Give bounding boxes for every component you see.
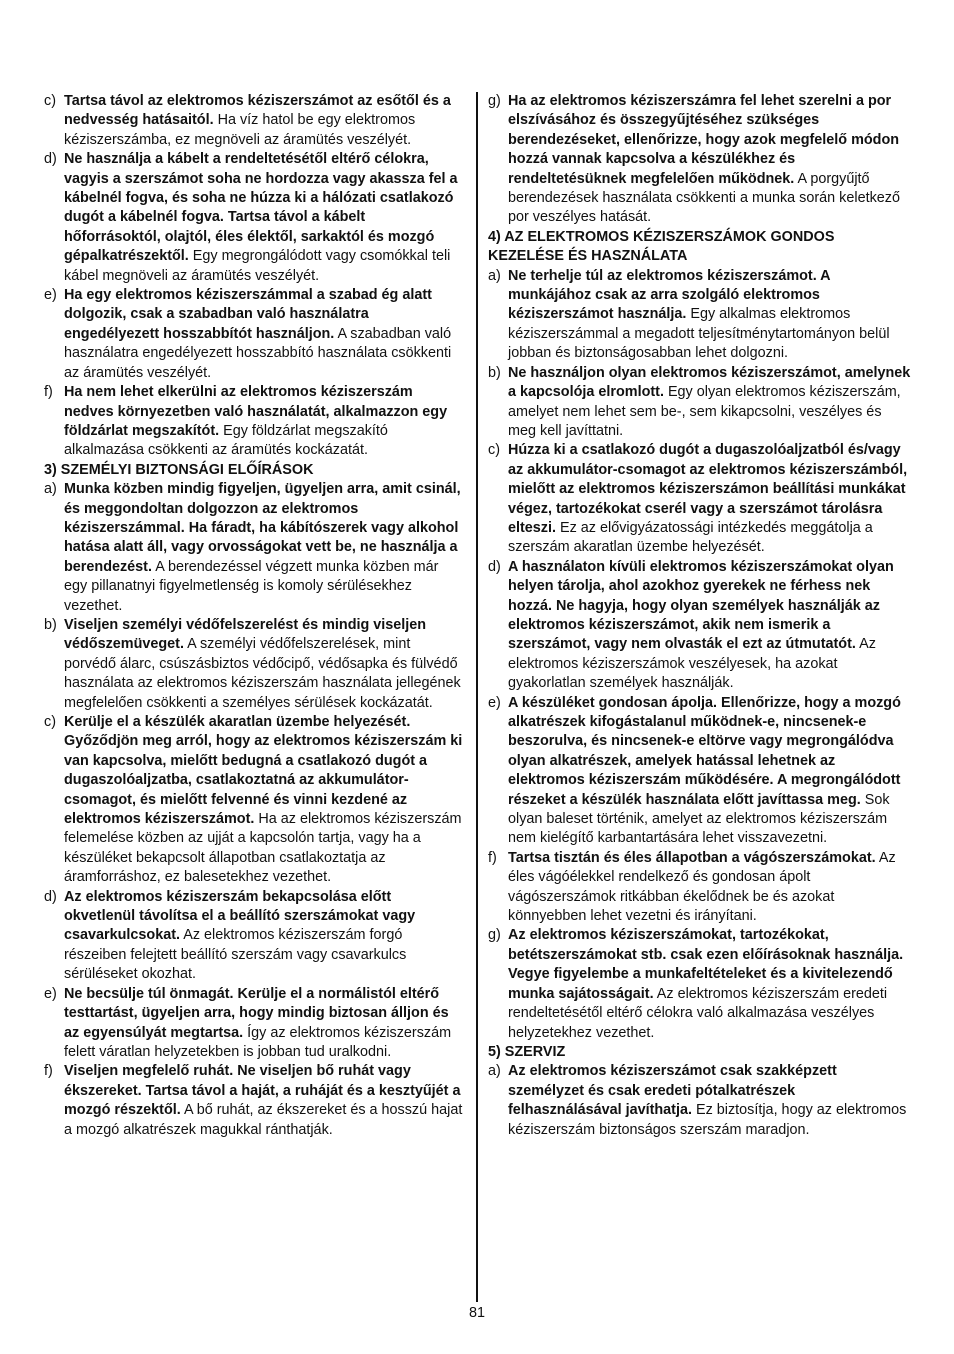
list-item-text: Egy megrongálódott vagy csomókkal teli kábel megnöveli az áramütés veszélyét. xyxy=(64,248,451,284)
list-item-text: Sok olyan baleset történik, amelyet az elektromos kéziszerszám nem kielégítő karbantartására lehet visszavezetni. xyxy=(508,791,890,847)
list-item-text: A bő ruhát, az ékszereket és a hosszú hajat a mozgó alkatrészek magukkal ránthatják. xyxy=(64,1102,463,1138)
list-item-label: e) xyxy=(44,287,57,304)
list-item-label: b) xyxy=(44,616,57,633)
list-item-text: Ha az elektromos kéziszerszám felemelése közben az ujját a kapcsolón tartja, vagy ha a készüléket bekapcsolt állapotban csatlakoztatja az áramforráshoz, ez balesetekhez vezethet. xyxy=(64,811,462,886)
list-item-text: Egy alkalmas elektromos kéziszerszámmal a megadott teljesítménytartományon belül jobban és biztonságosabban lehet dolgozni. xyxy=(508,306,890,362)
list-item xyxy=(488,92,912,228)
list-item-bold-text: A használaton kívüli elektromos kéziszerszámokat olyan helyen tárolja, ahol azokhoz gyerekek ne férhess nek hozzá. Ne hagyja, hogy olyan személyek használják az elektromos kéziszerszámot, akik nem ismerik a szerszámot, vagy nem olvasták el ezt az útmutatót. xyxy=(508,558,894,653)
list-item-bold-text: Ne becsülje túl önmagát. Kerülje el a normálistól eltérő testtartást, ügyeljen arra, hogy mindig biztosan álljon és az egyensúlyát megtartsa. xyxy=(64,985,449,1041)
list-item-label: a) xyxy=(488,1063,501,1080)
list-item-text: Ez biztosítja, hogy az elektromos kéziszerszám biztonságos szerszám maradjon. xyxy=(508,1102,907,1138)
list-item-label: g) xyxy=(488,93,501,109)
list-item-text: Így az elektromos kéziszerszám felett váratlan helyzetekben is jobban tud uralkodni. xyxy=(64,1024,452,1060)
list-item xyxy=(488,441,912,557)
list-item-text: Egy földzárlat megszakító alkalmazása csökkenti az áramütés kockázatát. xyxy=(64,422,388,459)
page-number: 81 xyxy=(468,1305,485,1321)
list-item-label: d) xyxy=(44,888,57,905)
section-heading: 5) SZERVIZ xyxy=(488,1043,566,1060)
list-item-text: Egy olyan elektromos kéziszerszám, amelyet nem lehet sem be-, sem kikapcsolni, veszélyes és meg kell javíttatni. xyxy=(508,384,901,439)
list-item xyxy=(488,364,912,442)
list-item xyxy=(44,713,464,888)
list-item-bold-text: Ne használjon olyan elektromos kéziszerszámot, amelynek a kapcsolója elromlott. xyxy=(508,364,911,401)
list-item-bold-text: Tartsa tisztán és éles állapotban a vágószerszámokat. xyxy=(508,849,876,866)
list-item-text: Az éles vágóélekkel rendelkező és gondosan ápolt vágószerszámok ritkábban ékelődnek be és azokat könnyebben lehet vezetni és irányítani. xyxy=(508,849,896,925)
list-item xyxy=(488,267,912,364)
list-item-label: b) xyxy=(488,364,501,381)
list-item xyxy=(44,383,464,461)
list-item-bold-text: Az elektromos kéziszerszám bekapcsolása előtt okvetlenül távolítsa el a beállító szerszámokat vagy csavarkulcsokat. xyxy=(64,888,416,944)
list-item-label: c) xyxy=(44,93,56,109)
list-item-label: g) xyxy=(488,927,501,944)
list-item-text: Az elektromos kéziszerszám eredeti rendeltetésétől eltérő célokra való alkalmazása veszélyes helyzetekhez vezethet. xyxy=(508,985,888,1041)
right-column xyxy=(488,92,912,1140)
section-heading: 3) SZEMÉLYI BIZTONSÁGI ELŐÍRÁSOK xyxy=(44,461,314,478)
list-item-bold-text: Munka közben mindig figyeljen, ügyeljen arra, amit csinál, és meggondoltan dolgozzon az elektromos kéziszerszámmal. Ha fáradt, ha kábítószerek vagy alkohol hatása alatt áll, vagy orvosságokat vett be, ne használja a berendezést. xyxy=(64,481,461,575)
list-item xyxy=(488,558,912,694)
list-item-text: Az elektromos kéziszerszám forgó részeiben felejtett beállító szerszám vagy csavarkulcs sérüléseket okozhat. xyxy=(64,927,407,983)
list-item-label: c) xyxy=(44,714,56,730)
list-item-bold-text: Viseljen személyi védőfelszerelést és mindig viseljen védőszemüveget. xyxy=(64,616,427,653)
list-item-bold-text: Ha egy elektromos kéziszerszámmal a szabad ég alatt dolgozik, csak a szabadban való használatra engedélyezett hosszabbítót használjon. xyxy=(64,287,432,342)
list-item-bold-text: Az elektromos kéziszerszámokat, tartozékokat, betétszerszámokat stb. csak ezen előírásoknak használja. Vegye figyelembe a munkafeltételeket és a kivitelezendő munka sajátosságait. xyxy=(508,927,904,1002)
list-item-label: f) xyxy=(488,849,497,866)
list-item-text: A szabadban való használatra engedélyezett hosszabbító használata csökkenti az áramütés veszélyét. xyxy=(64,325,452,381)
list-item-bold-text: Kerülje el a készülék akaratlan üzembe helyezését. Győződjön meg arról, hogy az elektromos kéziszerszám ki van kapcsolva, mielőtt bedugná a csatlakozó dugót a dugaszolóaljzatba, csatlakoztatná az akkumulátor-csomagot, és mielőtt felvenné és vinni kezdené az elektromos kéziszerszámot. xyxy=(64,714,463,828)
list-item xyxy=(488,926,912,1042)
list-item-text: A személyi védőfelszerelések, mint porvédő álarc, csúszásbiztos védőcipő, védősapka és fülvédő használata az elektromos kéziszerszám használata jellegének megfelelően csökkenti a személyes sérülések kockázatát. xyxy=(64,636,461,711)
list-item xyxy=(44,985,464,1063)
list-item xyxy=(44,1062,464,1140)
list-item-label: c) xyxy=(488,442,500,459)
list-item xyxy=(488,694,912,849)
list-item-label: a) xyxy=(44,481,57,498)
list-item-label: f) xyxy=(44,384,53,401)
list-item-label: e) xyxy=(44,985,57,1002)
list-item-bold-text: Ne terhelje túl az elektromos kéziszerszámot. A munkájához csak az arra szolgáló elektromos kéziszerszámot használja. xyxy=(508,267,831,323)
list-item-bold-text: A készüléket gondosan ápolja. Ellenőrizze, hogy a mozgó alkatrészek kifogástalanul működnek-e, nincsenek-e beszorulva, és nincsenek-e eltörve vagy megrongálódva olyan alkatrészek, amelyek hatással lehetnek az elektromos kéziszerszám működésére. A megrongálódott részeket a készülék használata előtt javíttassa meg. xyxy=(508,694,901,808)
list-item xyxy=(44,286,464,383)
list-item-bold-text: Viseljen megfelelő ruhát. Ne viseljen bő ruhát vagy ékszereket. Tartsa távol a haját, a ruháját és a kesztyűjét a mozgó részektől. xyxy=(64,1063,461,1119)
list-item-label: a) xyxy=(488,267,501,284)
list-item xyxy=(44,616,464,713)
column-divider xyxy=(476,92,478,1302)
section-heading: 4) AZ ELEKTROMOS KÉZISZERSZÁMOK GONDOS KEZELÉSE ÉS HASZNÁLATA xyxy=(488,228,835,265)
list-item-text: Az elektromos kéziszerszámok veszélyesek, ha azokat gyakorlatlan személyek használják. xyxy=(508,636,876,692)
list-item-label: f) xyxy=(44,1063,53,1080)
list-item-text: Ez az elővigyázatossági intézkedés meggátolja a szerszám akaratlan üzembe helyezését. xyxy=(508,519,873,556)
list-item xyxy=(44,92,464,150)
list-item-label: d) xyxy=(44,151,57,168)
left-column xyxy=(44,92,464,1140)
list-item-bold-text: Ha nem lehet elkerülni az elektromos kéziszerszám nedves környezetben való használatát, alkalmazzon egy földzárlat megszakítót. xyxy=(64,384,448,439)
list-item-text: Ha víz hatol be egy elektromos kéziszerszámba, ez megnöveli az áramütés veszélyét. xyxy=(64,112,416,148)
list-item-label: d) xyxy=(488,558,501,575)
list-item xyxy=(44,480,464,616)
list-item xyxy=(44,888,464,985)
list-item-bold-text: Az elektromos kéziszerszámot csak szakképzett személyzet és csak eredeti pótalkatrészek felhasználásával javíthatja. xyxy=(508,1063,837,1119)
list-item-bold-text: Ha az elektromos kéziszerszámra fel lehet szerelni a por elszívásához és összegyűjtéséhez szükséges berendezéseket, ellenőrizze, hogy azok megfelelő módon hozzá vannak kapcsolva a készülékhez és rendeltetésüknek megfelelően működnek. xyxy=(508,93,900,187)
list-item xyxy=(488,849,912,927)
list-item xyxy=(44,150,464,286)
list-item xyxy=(488,1062,912,1140)
list-item-bold-text: Ne használja a kábelt a rendeltetésétől eltérő célokra, vagyis a szerszámot soha ne hordozza vagy akassza fel a kábelnél fogva, és soha ne húzza ki a hálózati csatlakozó dugót a kábelnél fogva. Tartsa távol a kábelt hőforrásoktól, olajtól, éles élektől, sarkaktól és mozgó gépalkatrészektől. xyxy=(64,151,458,265)
list-item-label: e) xyxy=(488,694,501,711)
list-item-bold-text: Húzza ki a csatlakozó dugót a dugaszolóaljzatból és/vagy az akkumulátor-csomagot az elektromos kéziszerszámból, mielőtt az elektromos kéziszerszámon beállítási munkákat végez, tartozékokat cserél vagy a szerszámot tárolásra elteszi. xyxy=(508,442,908,536)
list-item-text: A berendezéssel végzett munka közben már egy pillanatnyi figyelmetlenség is komoly sérülésekhez vezethet. xyxy=(64,558,439,614)
list-item-text: A porgyűjtő berendezések használata csökkenti a munka során keletkező por veszélyes hatását. xyxy=(508,170,900,226)
list-item-bold-text: Tartsa távol az elektromos kéziszerszámot az esőtől és a nedvesség hatásaitól. xyxy=(64,93,451,129)
